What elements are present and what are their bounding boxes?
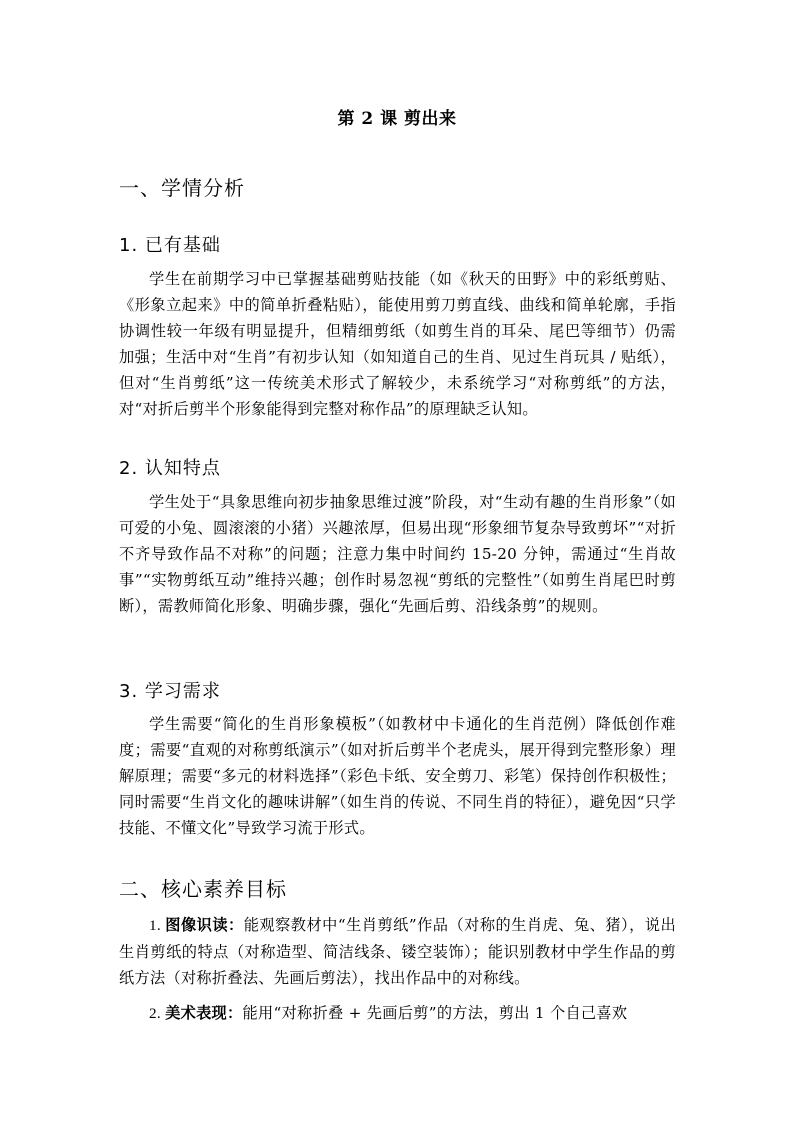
goal-number: 1. bbox=[149, 917, 166, 934]
subheading-existing-foundation: 1. 已有基础 bbox=[119, 235, 221, 256]
paragraph-existing-foundation: 学生在前期学习中已掌握基础剪贴技能（如《秋天的田野》中的彩纸剪贴、《形象立起来》中的简单折叠粘贴），能使用剪刀剪直线、曲线和简单轮廓，手指协调性较一年级有明显提升，但精细剪纸（如剪生肖的耳朵、尾巴等细节）仍需加强；生活中对“生肖”有初步认知（如知道自己的生肖、见过生肖玩具 / 贴纸），但对“生肖剪纸”这一传统美术形式了解较少，未系统学习“对称剪纸”的方法，对“对折后剪半个形象能得到完整对称作品”的原理缺乏认知。 bbox=[119, 270, 676, 419]
section-heading-analysis: 一、学情分析 bbox=[119, 176, 245, 200]
paragraph-cognitive-traits: 学生处于“具象思维向初步抽象思维过渡”阶段，对“生动有趣的生肖形象”（如可爱的小兔、圆滚滚的小猪）兴趣浓厚，但易出现“形象细节复杂导致剪坏”“对折不齐导致作品不对称”的问题；注意力集中时间约 15-20 分钟，需通过“生肖故事”“实物剪纸互动”维持兴趣；创作时易忽视“剪纸的完整性”（如剪生肖尾巴时剪断），需教师简化形象、明确步骤，强化“先画后剪、沿线条剪”的规则。 bbox=[119, 493, 676, 616]
goal-text: 能用“对称折叠 + 先画后剪”的方法，剪出 1 个自己喜欢 bbox=[242, 1004, 628, 1022]
subheading-learning-needs: 3. 学习需求 bbox=[119, 681, 221, 702]
lesson-title: 第 2 课 剪出来 bbox=[337, 109, 457, 129]
goal-number: 2. bbox=[149, 1005, 166, 1022]
section-heading-core-goals: 二、核心素养目标 bbox=[119, 877, 287, 901]
goal-term: 图像识读： bbox=[165, 916, 244, 934]
goal-item-art-expression bbox=[119, 1000, 676, 1027]
goal-term: 美术表现： bbox=[165, 1004, 243, 1022]
goal-text: 能观察教材中“生肖剪纸”作品（对称的生肖虎、兔、猪），说出生肖剪纸的特点（对称造型、简洁线条、镂空装饰）；能识别教材中学生作品的剪纸方法（对称折叠法、先画后剪法），找出作品中的对称线。 bbox=[119, 916, 676, 988]
goal-item-image-reading bbox=[119, 912, 676, 991]
paragraph-learning-needs: 学生需要“简化的生肖形象模板”（如教材中卡通化的生肖范例）降低创作难度；需要“直观的对称剪纸演示”（如对折后剪半个老虎头，展开得到完整形象）理解原理；需要“多元的材料选择”（彩色卡纸、安全剪刀、彩笔）保持创作积极性；同时需要“生肖文化的趣味讲解”（如生肖的传说、不同生肖的特征），避免因“只学技能、不懂文化”导致学习流于形式。 bbox=[119, 715, 676, 838]
subheading-cognitive-traits: 2. 认知特点 bbox=[119, 458, 221, 479]
